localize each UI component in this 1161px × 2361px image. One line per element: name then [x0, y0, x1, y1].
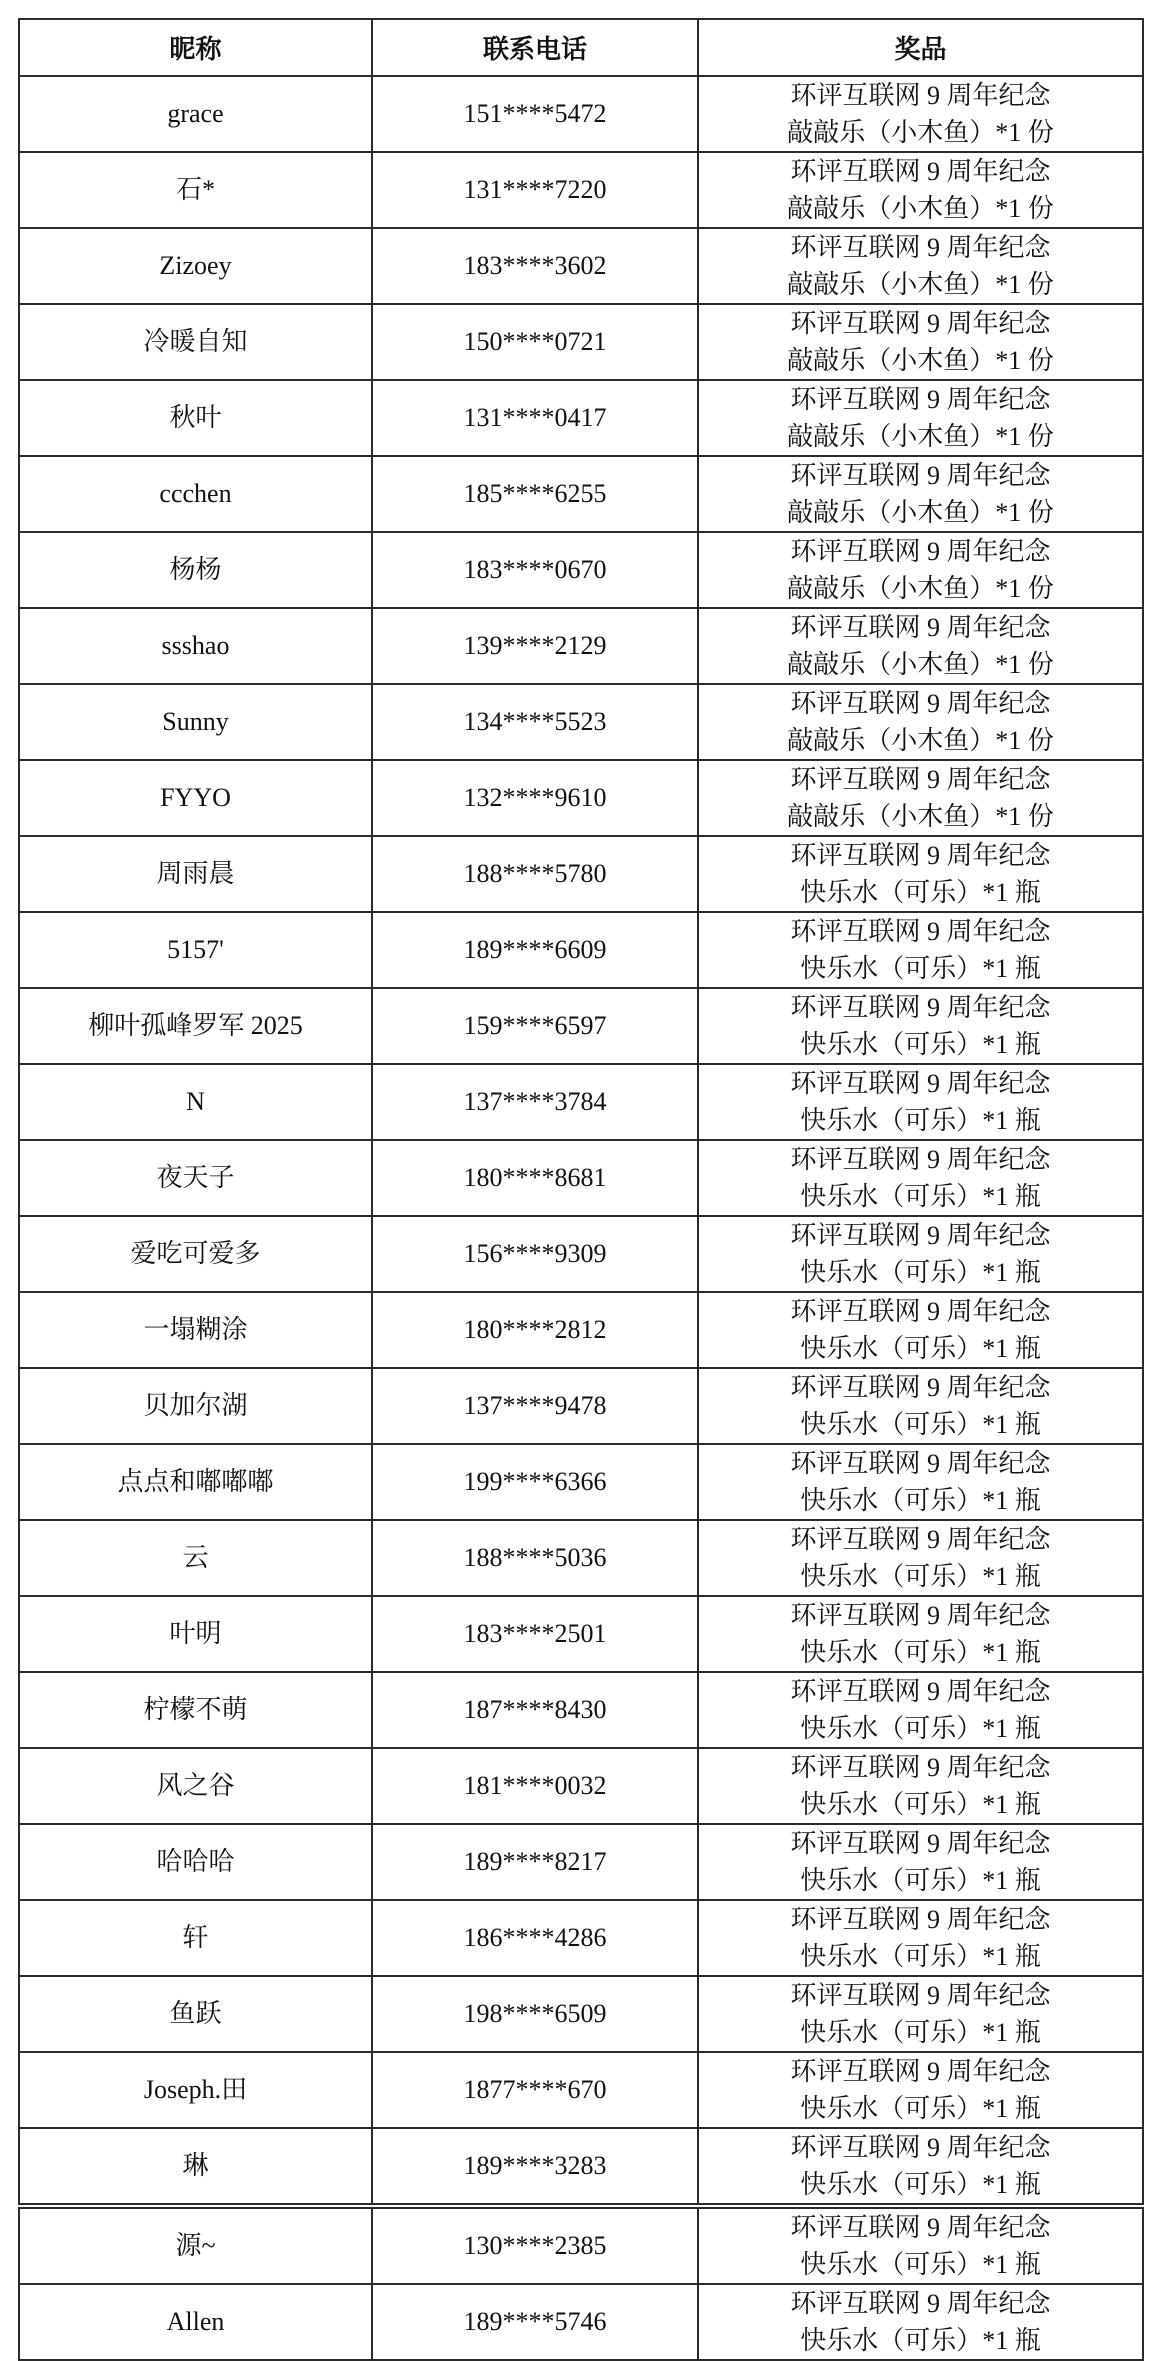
table-row	[19, 1064, 1143, 1140]
nickname-cell: 柠檬不萌	[19, 1672, 372, 1748]
phone-cell: 180****2812	[372, 1292, 698, 1368]
phone-cell: 189****5746	[372, 2284, 698, 2360]
prize-line-1: 环评互联网 9 周年纪念	[790, 841, 1051, 870]
prize-line-1: 环评互联网 9 周年纪念	[790, 1145, 1051, 1174]
prize-line-1: 环评互联网 9 周年纪念	[790, 1753, 1051, 1782]
nickname-cell: Allen	[19, 2284, 372, 2360]
prize-cell	[698, 1596, 1143, 1672]
prize-line-1: 环评互联网 9 周年纪念	[790, 689, 1051, 718]
header-prize: 奖品	[698, 19, 1143, 76]
phone-cell: 180****8681	[372, 1140, 698, 1216]
phone-cell: 132****9610	[372, 760, 698, 836]
prize-cell	[698, 1140, 1143, 1216]
table-row	[19, 836, 1143, 912]
prize-line-1: 环评互联网 9 周年纪念	[790, 917, 1051, 946]
prize-line-1: 环评互联网 9 周年纪念	[790, 385, 1051, 414]
prize-cell	[698, 2284, 1143, 2360]
prize-cell	[698, 684, 1143, 760]
nickname-cell: 鱼跃	[19, 1976, 372, 2052]
prize-line-1: 环评互联网 9 周年纪念	[790, 993, 1051, 1022]
prize-line-1: 环评互联网 9 周年纪念	[790, 1677, 1051, 1706]
prize-line-1: 环评互联网 9 周年纪念	[790, 1601, 1051, 1630]
nickname-cell: 贝加尔湖	[19, 1368, 372, 1444]
table-row	[19, 1748, 1143, 1824]
prize-line-2: 敲敲乐（小木鱼）*1 份	[787, 498, 1054, 527]
prize-cell	[698, 152, 1143, 228]
prize-line-1: 环评互联网 9 周年纪念	[790, 157, 1051, 186]
prize-cell	[698, 304, 1143, 380]
prize-line-2: 快乐水（可乐）*1 瓶	[800, 878, 1041, 907]
header-row	[19, 19, 1143, 76]
prize-line-2: 敲敲乐（小木鱼）*1 份	[787, 574, 1054, 603]
header-phone: 联系电话	[372, 19, 698, 76]
prize-line-2: 快乐水（可乐）*1 瓶	[800, 2094, 1041, 2123]
table-row	[19, 152, 1143, 228]
nickname-cell: 哈哈哈	[19, 1824, 372, 1900]
phone-cell: 199****6366	[372, 1444, 698, 1520]
prize-cell	[698, 380, 1143, 456]
phone-cell: 1877****670	[372, 2052, 698, 2128]
prize-line-1: 环评互联网 9 周年纪念	[790, 2057, 1051, 2086]
phone-cell: 151****5472	[372, 76, 698, 152]
prize-line-1: 环评互联网 9 周年纪念	[790, 309, 1051, 338]
nickname-cell: 杨杨	[19, 532, 372, 608]
prize-cell	[698, 2206, 1143, 2284]
table-row	[19, 1520, 1143, 1596]
table-row	[19, 2206, 1143, 2284]
table-row	[19, 1900, 1143, 1976]
table-row	[19, 1216, 1143, 1292]
prize-line-1: 环评互联网 9 周年纪念	[790, 2133, 1051, 2162]
prize-cell	[698, 760, 1143, 836]
prize-cell	[698, 2052, 1143, 2128]
header-nickname: 昵称	[19, 19, 372, 76]
nickname-cell: N	[19, 1064, 372, 1140]
prize-cell	[698, 228, 1143, 304]
phone-cell: 134****5523	[372, 684, 698, 760]
table-row	[19, 912, 1143, 988]
table-row	[19, 760, 1143, 836]
prize-cell	[698, 1292, 1143, 1368]
prize-cell	[698, 912, 1143, 988]
nickname-cell: 冷暖自知	[19, 304, 372, 380]
prize-line-1: 环评互联网 9 周年纪念	[790, 1373, 1051, 1402]
prize-line-1: 环评互联网 9 周年纪念	[790, 1525, 1051, 1554]
prize-cell	[698, 836, 1143, 912]
phone-cell: 156****9309	[372, 1216, 698, 1292]
phone-cell: 186****4286	[372, 1900, 698, 1976]
prize-cell	[698, 76, 1143, 152]
nickname-cell: Zizoey	[19, 228, 372, 304]
prize-cell	[698, 608, 1143, 684]
prize-line-2: 快乐水（可乐）*1 瓶	[800, 1410, 1041, 1439]
prize-line-1: 环评互联网 9 周年纪念	[790, 1221, 1051, 1250]
prize-line-2: 快乐水（可乐）*1 瓶	[800, 1638, 1041, 1667]
table-row	[19, 1140, 1143, 1216]
table-row	[19, 684, 1143, 760]
prize-line-1: 环评互联网 9 周年纪念	[790, 81, 1051, 110]
prize-line-2: 快乐水（可乐）*1 瓶	[800, 1182, 1041, 1211]
nickname-cell: 云	[19, 1520, 372, 1596]
phone-cell: 189****8217	[372, 1824, 698, 1900]
prize-cell	[698, 1976, 1143, 2052]
phone-cell: 131****7220	[372, 152, 698, 228]
prize-line-2: 快乐水（可乐）*1 瓶	[800, 2170, 1041, 2199]
prize-line-2: 快乐水（可乐）*1 瓶	[800, 1486, 1041, 1515]
phone-cell: 130****2385	[372, 2206, 698, 2284]
prize-line-2: 快乐水（可乐）*1 瓶	[800, 1866, 1041, 1895]
phone-cell: 189****3283	[372, 2128, 698, 2206]
table-row	[19, 2284, 1143, 2360]
table-row	[19, 76, 1143, 152]
nickname-cell: 秋叶	[19, 380, 372, 456]
nickname-cell: 叶明	[19, 1596, 372, 1672]
nickname-cell: 周雨晨	[19, 836, 372, 912]
nickname-cell: 琳	[19, 2128, 372, 2206]
phone-cell: 189****6609	[372, 912, 698, 988]
prize-line-1: 环评互联网 9 周年纪念	[790, 2213, 1051, 2242]
phone-cell: 188****5780	[372, 836, 698, 912]
prize-cell	[698, 988, 1143, 1064]
prize-line-2: 快乐水（可乐）*1 瓶	[800, 1714, 1041, 1743]
phone-cell: 159****6597	[372, 988, 698, 1064]
prize-line-2: 快乐水（可乐）*1 瓶	[800, 2250, 1041, 2279]
prize-line-2: 敲敲乐（小木鱼）*1 份	[787, 650, 1054, 679]
prize-line-2: 快乐水（可乐）*1 瓶	[800, 954, 1041, 983]
table-row	[19, 988, 1143, 1064]
table-row	[19, 380, 1143, 456]
prize-line-2: 敲敲乐（小木鱼）*1 份	[787, 422, 1054, 451]
prize-line-1: 环评互联网 9 周年纪念	[790, 537, 1051, 566]
prize-line-2: 快乐水（可乐）*1 瓶	[800, 2018, 1041, 2047]
prize-cell	[698, 1368, 1143, 1444]
prize-line-1: 环评互联网 9 周年纪念	[790, 1069, 1051, 1098]
table-row	[19, 1368, 1143, 1444]
phone-cell: 185****6255	[372, 456, 698, 532]
prize-line-2: 敲敲乐（小木鱼）*1 份	[787, 194, 1054, 223]
prize-line-1: 环评互联网 9 周年纪念	[790, 1297, 1051, 1326]
prize-line-1: 环评互联网 9 周年纪念	[790, 1449, 1051, 1478]
winners-sheet	[18, 18, 1142, 2361]
nickname-cell: ccchen	[19, 456, 372, 532]
nickname-cell: 5157'	[19, 912, 372, 988]
table-row	[19, 532, 1143, 608]
prize-cell	[698, 1064, 1143, 1140]
phone-cell: 137****3784	[372, 1064, 698, 1140]
nickname-cell: FYYO	[19, 760, 372, 836]
prize-cell	[698, 1900, 1143, 1976]
phone-cell: 188****5036	[372, 1520, 698, 1596]
prize-line-1: 环评互联网 9 周年纪念	[790, 1905, 1051, 1934]
prize-cell	[698, 1672, 1143, 1748]
nickname-cell: 源~	[19, 2206, 372, 2284]
phone-cell: 198****6509	[372, 1976, 698, 2052]
prize-line-2: 敲敲乐（小木鱼）*1 份	[787, 346, 1054, 375]
nickname-cell: grace	[19, 76, 372, 152]
phone-cell: 183****3602	[372, 228, 698, 304]
phone-cell: 183****2501	[372, 1596, 698, 1672]
phone-cell: 137****9478	[372, 1368, 698, 1444]
phone-cell: 181****0032	[372, 1748, 698, 1824]
table-row	[19, 2128, 1143, 2206]
prize-line-2: 快乐水（可乐）*1 瓶	[800, 1106, 1041, 1135]
prize-line-2: 敲敲乐（小木鱼）*1 份	[787, 802, 1054, 831]
nickname-cell: 轩	[19, 1900, 372, 1976]
phone-cell: 183****0670	[372, 532, 698, 608]
prize-line-2: 快乐水（可乐）*1 瓶	[800, 1258, 1041, 1287]
prize-line-2: 快乐水（可乐）*1 瓶	[800, 1030, 1041, 1059]
prize-cell	[698, 1748, 1143, 1824]
prize-line-2: 快乐水（可乐）*1 瓶	[800, 1562, 1041, 1591]
prize-line-1: 环评互联网 9 周年纪念	[790, 1981, 1051, 2010]
prize-line-1: 环评互联网 9 周年纪念	[790, 1829, 1051, 1858]
table-row	[19, 608, 1143, 684]
prize-cell	[698, 1520, 1143, 1596]
table-row	[19, 456, 1143, 532]
prize-cell	[698, 532, 1143, 608]
nickname-cell: 石*	[19, 152, 372, 228]
prize-line-2: 快乐水（可乐）*1 瓶	[800, 1942, 1041, 1971]
table-body	[19, 76, 1143, 2360]
nickname-cell: Sunny	[19, 684, 372, 760]
prize-cell	[698, 1444, 1143, 1520]
phone-cell: 131****0417	[372, 380, 698, 456]
prize-line-2: 快乐水（可乐）*1 瓶	[800, 1790, 1041, 1819]
prize-line-2: 快乐水（可乐）*1 瓶	[800, 1334, 1041, 1363]
nickname-cell: 夜天子	[19, 1140, 372, 1216]
phone-cell: 139****2129	[372, 608, 698, 684]
prize-cell	[698, 2128, 1143, 2206]
prize-line-1: 环评互联网 9 周年纪念	[790, 2289, 1051, 2318]
table-row	[19, 304, 1143, 380]
table-row	[19, 228, 1143, 304]
table-row	[19, 1596, 1143, 1672]
table-row	[19, 1672, 1143, 1748]
prize-line-2: 快乐水（可乐）*1 瓶	[800, 2326, 1041, 2355]
nickname-cell: Joseph.田	[19, 2052, 372, 2128]
table-row	[19, 1292, 1143, 1368]
phone-cell: 187****8430	[372, 1672, 698, 1748]
prize-line-1: 环评互联网 9 周年纪念	[790, 613, 1051, 642]
prize-line-2: 敲敲乐（小木鱼）*1 份	[787, 270, 1054, 299]
table-row	[19, 2052, 1143, 2128]
prize-line-1: 环评互联网 9 周年纪念	[790, 765, 1051, 794]
nickname-cell: 柳叶孤峰罗军 2025	[19, 988, 372, 1064]
prize-line-2: 敲敲乐（小木鱼）*1 份	[787, 726, 1054, 755]
phone-cell: 150****0721	[372, 304, 698, 380]
nickname-cell: 一塌糊涂	[19, 1292, 372, 1368]
prize-cell	[698, 1824, 1143, 1900]
prize-line-1: 环评互联网 9 周年纪念	[790, 461, 1051, 490]
nickname-cell: 爱吃可爱多	[19, 1216, 372, 1292]
winners-table	[18, 18, 1144, 2361]
prize-line-1: 环评互联网 9 周年纪念	[790, 233, 1051, 262]
prize-line-2: 敲敲乐（小木鱼）*1 份	[787, 118, 1054, 147]
prize-cell	[698, 456, 1143, 532]
nickname-cell: 风之谷	[19, 1748, 372, 1824]
table-row	[19, 1976, 1143, 2052]
nickname-cell: 点点和嘟嘟嘟	[19, 1444, 372, 1520]
nickname-cell: ssshao	[19, 608, 372, 684]
table-row	[19, 1444, 1143, 1520]
table-row	[19, 1824, 1143, 1900]
prize-cell	[698, 1216, 1143, 1292]
table-header	[19, 19, 1143, 76]
